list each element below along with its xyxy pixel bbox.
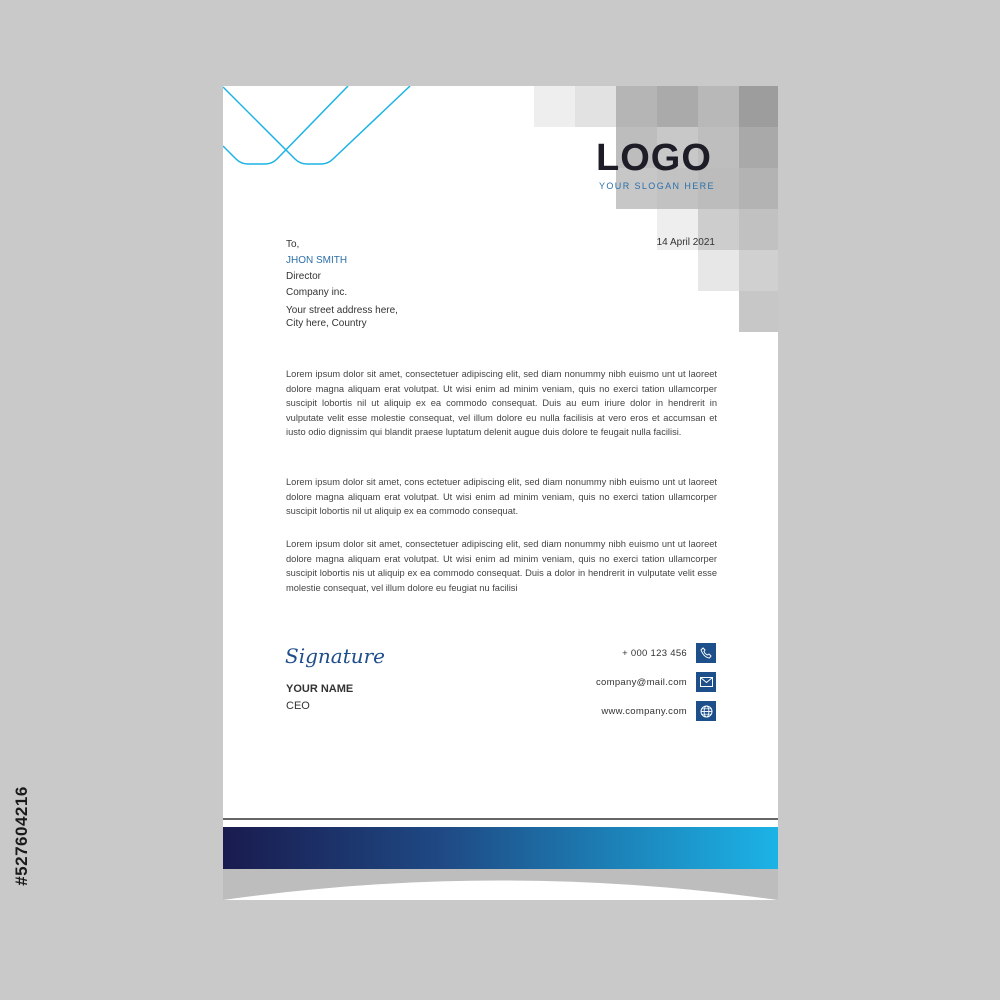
body-paragraph-3: Lorem ipsum dolor sit amet, consectetuer adipiscing elit, sed diam nonummy nibh euismo unt ut laoreet dolore magna aliquam erat volutpat. Ut wisi enim ad minim veniam, quis no exerci tation ullamcorper suscipit lobortis nis ut aliquip ex ea commodo consequat. Duis a dolor in hendrerit in vulputate velit esse molestie consequat, vel illum dolore eu feugiat nu facilisi [286,539,717,593]
recipient-name: JHON SMITH [286,255,348,266]
contact-email: company@mail.com [596,676,687,688]
signature-script: Signature [285,644,386,668]
body-paragraph-1: Lorem ipsum dolor sit amet, consectetuer adipiscing elit, sed diam nonummy nibh euismo unt ut laoreet dolore magna aliquam erat volutpat. Ut wisi enim ad minim veniam, quis no exerci tation ullamcorper suscipit lobortis nil ut aliquip ex ea commodo consequat. Duis au eum iriure dolor in hendrerit in vulputate velit esse molestie consequat, vel illum dolore eu nulla facilisis at vero eros et accumsan et iusto odio dignissim qui blandit praese luptatum delenit augue duis dolore te feugait nulla facilisi. [286,369,717,438]
contact-phone: + 000 123 456 [622,647,687,659]
recipient-title: Director [286,271,322,282]
recipient-street: Your street address here, [286,305,398,316]
signer-role: CEO [286,700,310,712]
recipient-company: Company inc. [286,287,348,298]
stock-id [10,766,34,906]
body-paragraph-2: Lorem ipsum dolor sit amet, cons ectetuer adipiscing elit, sed diam nonummy nibh euismo unt ut laoreet dolore magna aliquam erat volutpat. Ut wisi enim ad minim veniam, quis no exerci tation ullamcorper suscipit lobortis nil ut aliquip ex ea commodo consequat. [286,477,717,517]
stock-id-text: #527604216 [12,786,31,886]
letter-date: 14 April 2021 [656,237,715,248]
signer-name: YOUR NAME [286,683,354,695]
contact-web: www.company.com [601,705,687,717]
recipient-city: City here, Country [286,318,367,329]
letterhead-page [223,86,778,900]
company-slogan: YOUR SLOGAN HERE [599,181,715,191]
salutation-to: To, [286,239,300,250]
company-logo: LOGO [596,137,712,179]
footer-curve-decoration [223,86,778,900]
